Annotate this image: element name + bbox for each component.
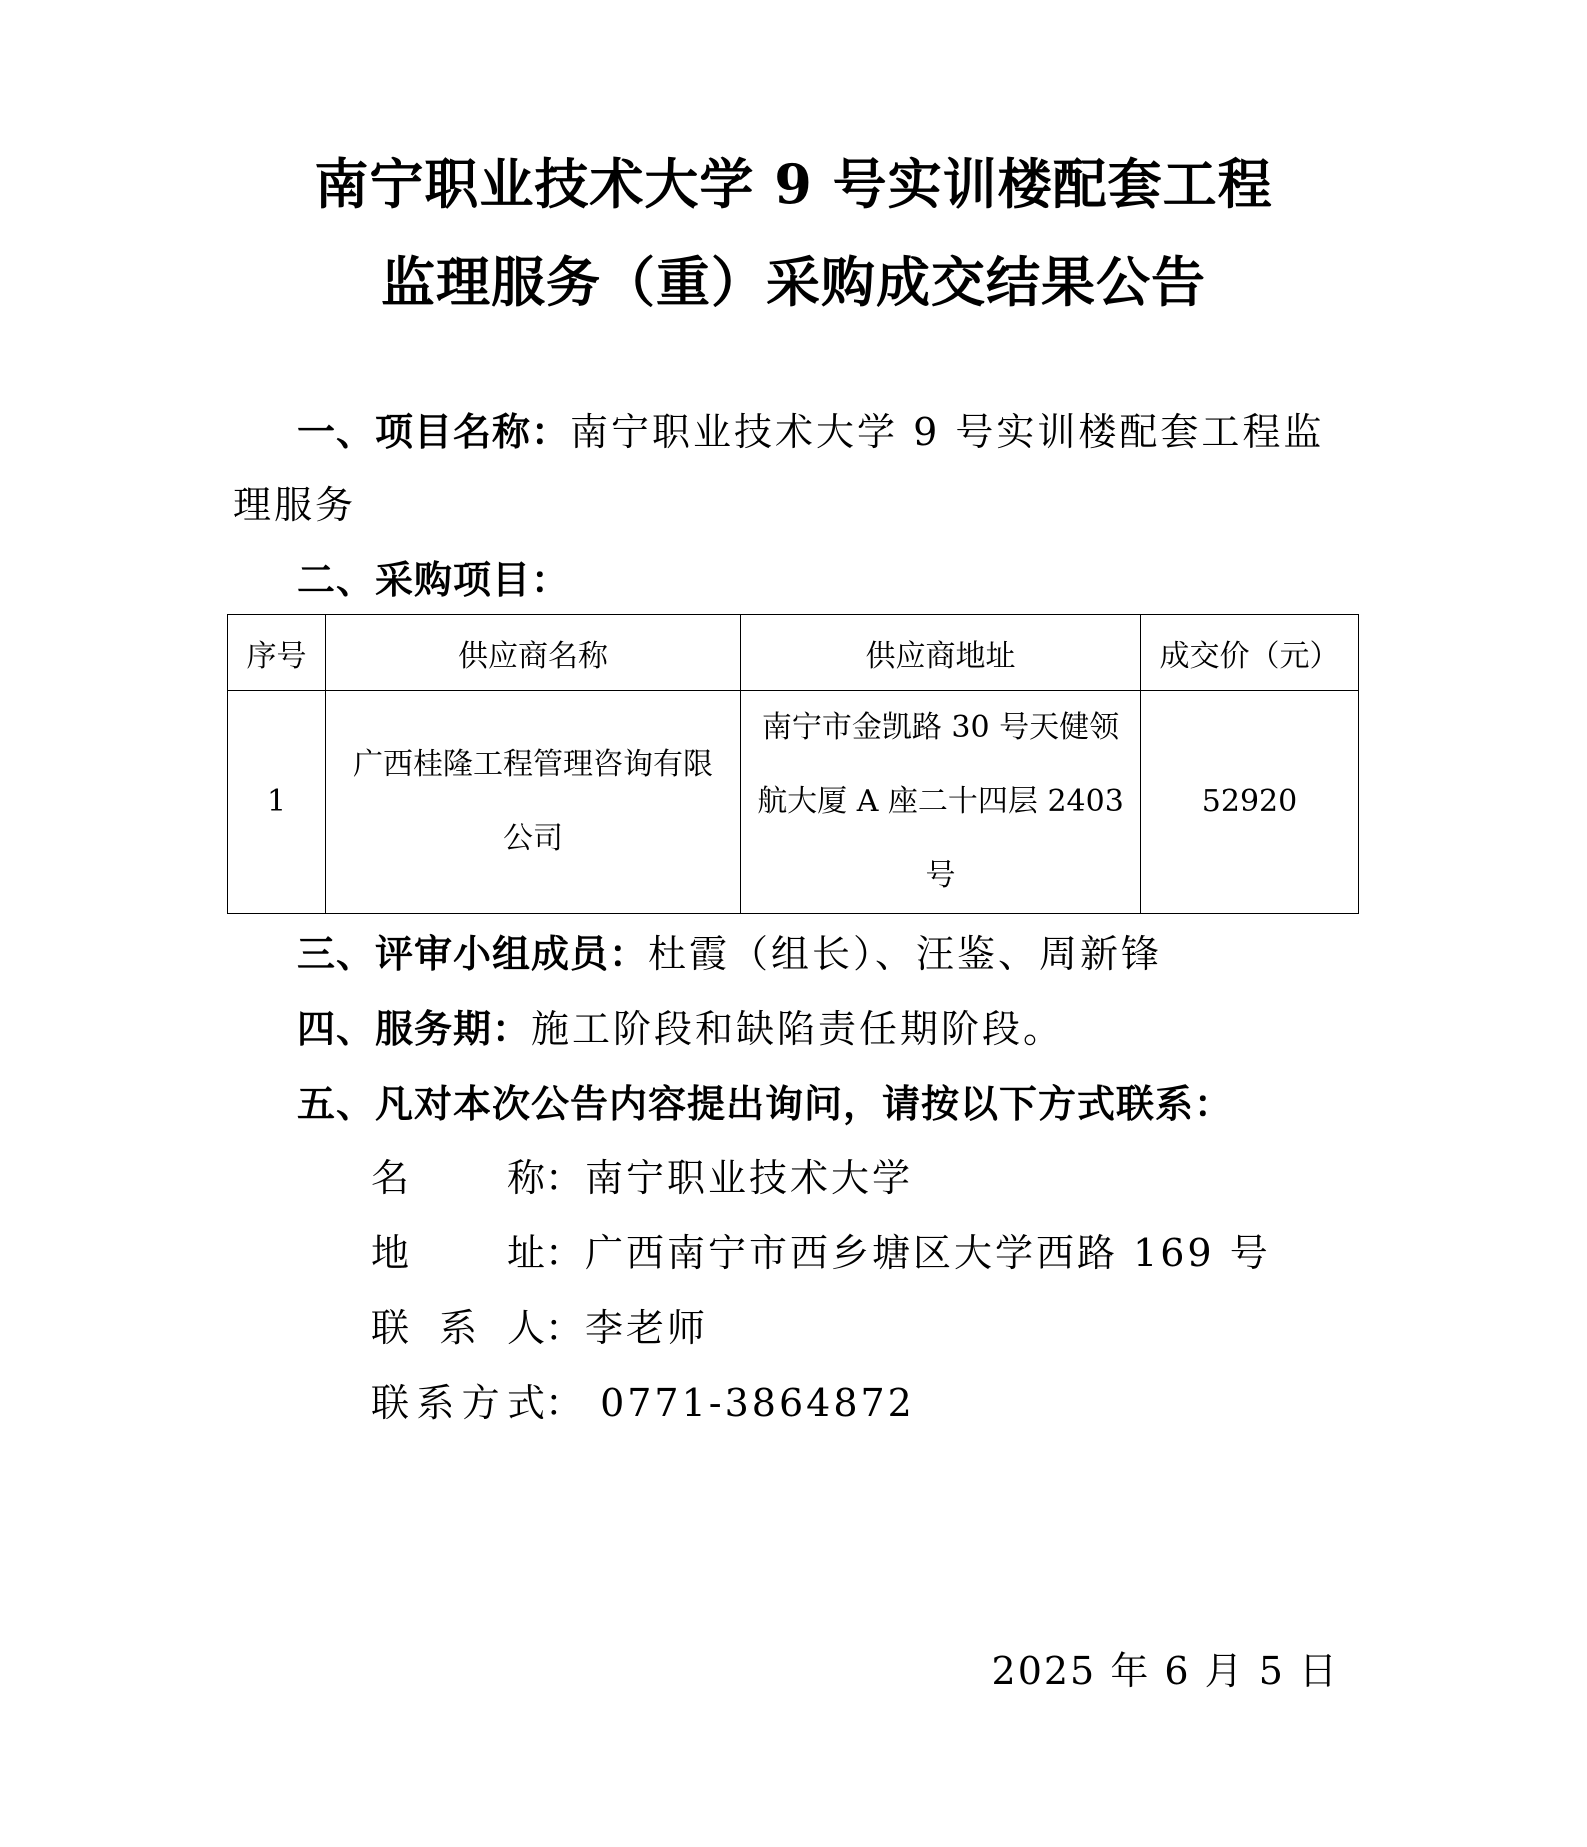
section-review-panel-label: 三、评审小组成员： bbox=[297, 931, 649, 976]
cell-supplier-address bbox=[741, 691, 1141, 914]
supplier-name-line-2: 公司 bbox=[503, 821, 563, 856]
procurement-table bbox=[227, 614, 1359, 914]
contact-name-label: 名 称 bbox=[371, 1156, 545, 1200]
contact-person-value: 李老师 bbox=[585, 1306, 709, 1350]
section-review-panel bbox=[297, 931, 1162, 977]
contact-phone-value: 0771-3864872 bbox=[585, 1381, 915, 1425]
header-index: 序号 bbox=[228, 615, 326, 691]
title-line-2: 监理服务（重）采购成交结果公告 bbox=[381, 250, 1206, 314]
contact-colon: ： bbox=[545, 1381, 584, 1425]
table-header-row bbox=[228, 615, 1359, 691]
section-service-period-label: 四、服务期： bbox=[297, 1006, 532, 1051]
section-review-panel-value: 杜霞（组长）、汪鉴、周新锋 bbox=[648, 932, 1163, 976]
header-supplier-address: 供应商地址 bbox=[741, 615, 1141, 691]
address-line-3: 号 bbox=[925, 858, 956, 893]
section-procurement-items-label: 二、采购项目： bbox=[297, 557, 571, 602]
contact-name-row bbox=[371, 1155, 913, 1201]
section-project-name-continued: 理服务 bbox=[233, 483, 357, 527]
supplier-name-line-1: 广西桂隆工程管理咨询有限 bbox=[353, 747, 713, 782]
contact-colon: ： bbox=[545, 1306, 584, 1350]
contact-phone-label: 联 系 方 式 bbox=[371, 1381, 545, 1425]
contact-address-label: 地 址 bbox=[371, 1231, 545, 1275]
section-service-period-value: 施工阶段和缺陷责任期阶段。 bbox=[531, 1007, 1065, 1051]
section-service-period bbox=[297, 1006, 1064, 1052]
address-line-1: 南宁市金凯路 30 号天健领 bbox=[761, 710, 1120, 745]
section-project-name bbox=[297, 409, 1324, 455]
contact-name-value: 南宁职业技术大学 bbox=[585, 1156, 914, 1200]
contact-address-row bbox=[371, 1230, 1271, 1276]
contact-address-value: 广西南宁市西乡塘区大学西路 169 号 bbox=[585, 1231, 1271, 1275]
cell-price: 52920 bbox=[1141, 691, 1359, 914]
section-contact-label: 五、凡对本次公告内容提出询问，请按以下方式联系： bbox=[297, 1081, 1234, 1126]
contact-colon: ： bbox=[545, 1231, 584, 1275]
header-supplier-name: 供应商名称 bbox=[326, 615, 741, 691]
cell-supplier-name bbox=[326, 691, 741, 914]
contact-person-row bbox=[371, 1305, 708, 1351]
contact-person-label: 联 系 人 bbox=[371, 1306, 545, 1350]
table-row bbox=[228, 691, 1359, 914]
contact-phone-row bbox=[371, 1380, 915, 1426]
cell-index: 1 bbox=[228, 691, 326, 914]
contact-colon: ： bbox=[545, 1156, 584, 1200]
header-price: 成交价（元） bbox=[1141, 615, 1359, 691]
section-project-name-value: 南宁职业技术大学 9 号实训楼配套工程监 bbox=[570, 410, 1325, 454]
announcement-date: 2025 年 6 月 5 日 bbox=[991, 1649, 1339, 1693]
address-line-2: 航大厦 A 座二十四层 2403 bbox=[757, 784, 1124, 819]
section-project-name-label: 一、项目名称： bbox=[297, 409, 571, 454]
title-line-1: 南宁职业技术大学 9 号实训楼配套工程 bbox=[314, 152, 1273, 216]
